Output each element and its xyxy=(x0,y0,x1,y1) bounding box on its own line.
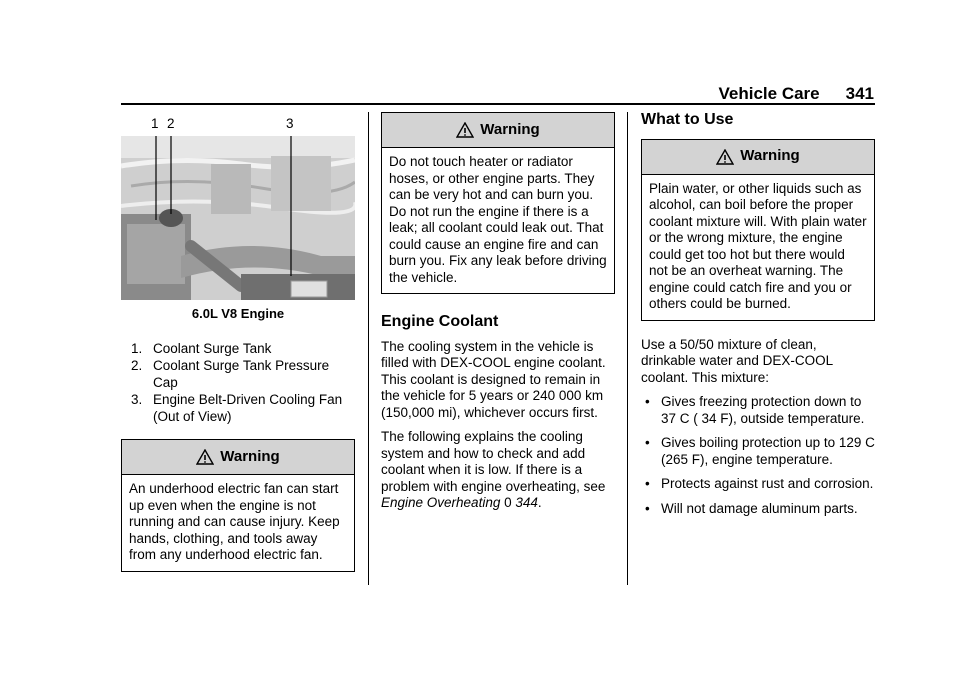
page-number: 341 xyxy=(845,84,874,103)
legend-number: 3. xyxy=(131,392,143,407)
page-header-title: Vehicle Care xyxy=(718,84,820,103)
section-title: What to Use xyxy=(641,111,734,128)
callout-labels xyxy=(121,112,355,136)
warning-header xyxy=(122,440,354,475)
warning-title: Warning xyxy=(740,147,800,165)
engine-photo xyxy=(121,136,355,300)
page-ref-icon: 0 xyxy=(504,495,512,510)
list-item xyxy=(641,435,875,468)
warning-box xyxy=(381,112,615,294)
warning-header xyxy=(382,113,614,148)
list-item xyxy=(641,501,875,518)
warning-text: An underhood electric fan can start up even when the engine is not running and can cause injury. Keep hands, clothing, and tools away from any underhood electric fan. xyxy=(129,481,340,562)
callout-label-2: 2 xyxy=(167,116,175,131)
column-divider-2 xyxy=(627,112,628,585)
legend-item xyxy=(121,358,355,391)
callout-label-1: 1 xyxy=(151,116,159,131)
paragraph: Use a 50/50 mixture of clean, drinkable water and DEX-COOL coolant. This mixture: xyxy=(641,336,833,385)
bullet-icon: • xyxy=(645,435,650,450)
legend-item xyxy=(121,341,355,358)
column-divider-1 xyxy=(368,112,369,585)
legend-text: Coolant Surge Tank Pressure Cap xyxy=(153,358,330,390)
legend-text: Coolant Surge Tank xyxy=(153,340,272,356)
list-item xyxy=(641,476,875,493)
bullet-icon: • xyxy=(645,476,650,491)
warning-icon xyxy=(716,149,734,165)
legend-number: 1. xyxy=(131,340,143,356)
bullet-icon: • xyxy=(645,394,650,409)
engine-illustration xyxy=(121,136,355,300)
page-header xyxy=(719,84,875,104)
warning-box xyxy=(121,439,355,572)
legend-number: 2. xyxy=(131,358,143,373)
warning-text: Plain water, or other liquids such as alcohol, can boil before the proper coolant mixture will. With plain water or the wrong mixture, the engine could get too hot but there would not be an overheat warning. The engine could catch fire and you or others could be burned. xyxy=(649,180,867,311)
list-item-text: Gives freezing protection down to 37 C ( 34 F), outside temperature. xyxy=(661,394,865,426)
bullet-list xyxy=(641,394,875,517)
warning-box xyxy=(641,139,875,321)
bullet-icon: • xyxy=(645,500,650,516)
column-2 xyxy=(381,112,615,520)
header-rule xyxy=(121,103,875,105)
paragraph: The cooling system in the vehicle is filled with DEX-COOL engine coolant. This coolant is designed to remain in the vehicle for 5 years or 240 000 km (150,000 mi), whichever occurs first. xyxy=(381,338,606,420)
warning-icon xyxy=(456,122,474,138)
paragraph-punctuation: . xyxy=(537,495,542,510)
column-1 xyxy=(121,112,355,572)
page-ref-number[interactable]: 344 xyxy=(515,495,538,510)
photo-caption: 6.0L V8 Engine xyxy=(191,306,285,321)
warning-title: Warning xyxy=(480,120,540,138)
cross-reference-link[interactable]: Engine Overheating xyxy=(381,495,501,510)
list-item-text: Gives boiling protection up to 129 C (265 F), engine temperature. xyxy=(661,435,875,467)
section-title: Engine Coolant xyxy=(381,313,499,330)
warning-text: Do not touch heater or radiator hoses, or other engine parts. They can be very hot and can burn you. Do not run the engine if there is a leak; all coolant could leak out. That could cause an engine fire and can burn you. Fix any leak before driving the vehicle. xyxy=(389,154,607,285)
list-item-text: Protects against rust and corrosion. xyxy=(661,476,874,491)
list-item xyxy=(641,394,875,427)
column-3 xyxy=(641,112,875,525)
warning-header xyxy=(642,140,874,175)
warning-title: Warning xyxy=(220,447,280,465)
legend-text: Engine Belt-Driven Cooling Fan (Out of View) xyxy=(153,392,343,424)
legend-item xyxy=(121,392,355,425)
paragraph-text: The following explains the cooling system and how to check and add coolant when it is low. If there is a problem with engine overheating, see xyxy=(381,429,606,494)
callout-legend xyxy=(121,341,355,426)
warning-icon xyxy=(196,449,214,465)
paragraph xyxy=(381,429,615,512)
list-item-text: Will not damage aluminum parts. xyxy=(661,500,858,516)
callout-label-3: 3 xyxy=(286,116,294,131)
